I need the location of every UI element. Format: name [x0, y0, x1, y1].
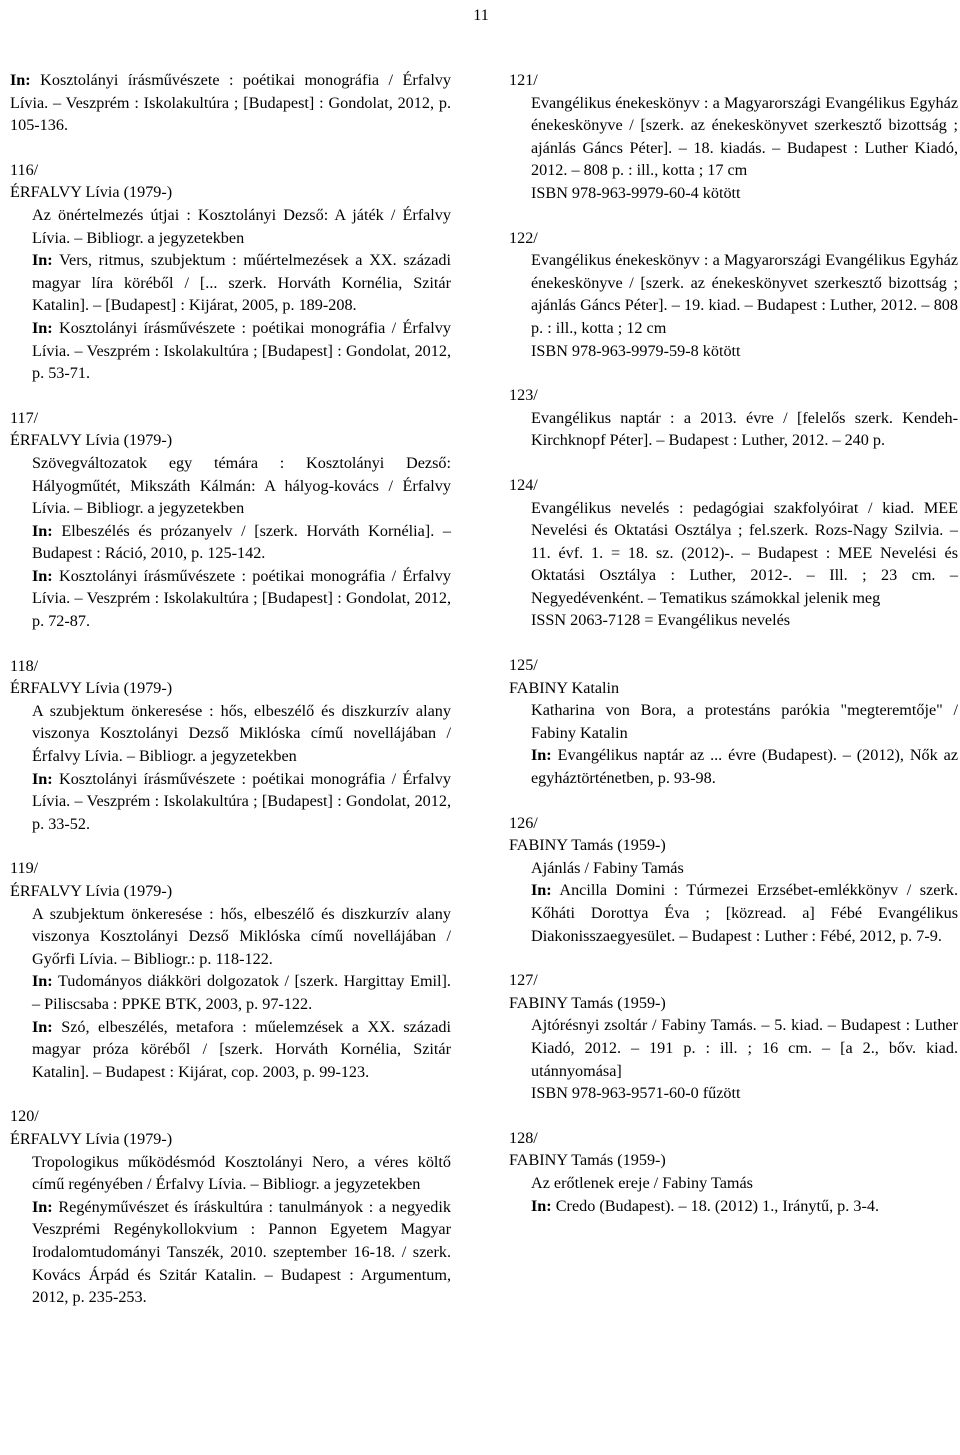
entry-in-line	[10, 69, 451, 137]
in-source: Szó, elbeszélés, metafora : műelemzések a XX. századi magyar próza köréből / [szerk. Horváth Kornélia, Szitár Katalin]. – Budapest : Kijárat, cop. 2003, p. 99-123.	[32, 1017, 451, 1081]
entry-title: Az erőtlenek ereje / Fabiny Tamás	[531, 1173, 753, 1192]
bibliography-entry	[509, 654, 958, 790]
bibliography-entry	[10, 655, 451, 836]
in-source: Kosztolányi írásművészete : poétikai monográfia / Érfalvy Lívia. – Veszprém : Iskolakultúra ; [Budapest] : Gondolat, 2012, p. 53-71.	[32, 318, 451, 383]
entry-number: 127/	[509, 971, 538, 990]
bibliography-entry	[10, 407, 451, 633]
entry-number: 124/	[509, 475, 538, 494]
bibliography-entry	[10, 159, 451, 385]
in-source: Vers, ritmus, szubjektum : műértelmezések a XX. századi magyar líra köréből / [... szerk. Horváth Kornélia, Szitár Katalin]. – [Budapest] : Kijárat, 2005, p. 189-208.	[32, 251, 451, 315]
entry-number: 126/	[509, 813, 538, 832]
entry-in-line	[10, 565, 451, 633]
entry-number: 119/	[10, 859, 39, 878]
entry-in-line	[509, 744, 958, 789]
in-label: In:	[531, 881, 552, 900]
in-source: Kosztolányi írásművészete : poétikai monográfia / Érfalvy Lívia. – Veszprém : Iskolakultúra ; [Budapest] : Gondolat, 2012, p. 33-52.	[32, 769, 451, 833]
entry-in-line	[10, 970, 451, 1015]
entry-isbn: ISBN 978-963-9979-59-8 kötött	[531, 341, 741, 360]
in-label: In:	[32, 521, 53, 540]
in-source: Kosztolányi írásművészete : poétikai monográfia / Érfalvy Lívia. – Veszprém : Iskolakultúra ; [Budapest] : Gondolat, 2012, p. 72-87.	[32, 566, 451, 631]
bibliography-entry	[509, 69, 958, 205]
entry-title: Az önértelmezés útjai : Kosztolányi Dezső: A játék / Érfalvy Lívia. – Bibliogr. a jegyzetekben	[32, 205, 451, 247]
entry-isbn: ISBN 978-963-9979-60-4 kötött	[531, 183, 741, 202]
entry-number: 120/	[10, 1107, 39, 1126]
entry-title: Szövegváltozatok egy témára : Kosztolányi Dezső: Hályogműtét, Mikszáth Kálmán: A hályog-kovács / Érfalvy Lívia. – Bibliogr. a jegyzetekben	[32, 453, 451, 518]
entry-author: ÉRFALVY Lívia (1979-)	[10, 183, 173, 202]
entry-title: Katharina von Bora, a protestáns parókia "megteremtője" / Fabiny Katalin	[531, 701, 958, 742]
entry-in-line	[509, 1195, 958, 1218]
in-source: Ancilla Domini : Túrmezei Erzsébet-emlékkönyv / szerk. Kőháti Dorottya Éva ; [közread. a] Fébé Evangélikus Diakonisszaegyesület. – Budapest : Luther : Fébé, 2012, p. 7-9.	[531, 881, 958, 945]
in-source: Elbeszélés és prózanyelv / [szerk. Horváth Kornélia]. – Budapest : Ráció, 2010, p. 125-142.	[32, 521, 452, 563]
entry-number: 122/	[509, 228, 538, 247]
entry-in-line	[10, 520, 451, 565]
in-source: Kosztolányi írásművészete : poétikai monográfia / Érfalvy Lívia. – Veszprém : Iskolakultúra ; [Budapest] : Gondolat, 2012, p. 105-136.	[10, 71, 451, 135]
bibliography-entry	[509, 1127, 958, 1217]
entry-in-line	[10, 768, 451, 836]
bibliography-entry	[509, 812, 958, 948]
entry-title: A szubjektum önkeresése : hős, elbeszélő és diszkurzív alany viszonya Kosztolányi Dezső Miklóska című novellájában / Győrfi Lívia. – Bibliogr.: p. 118-122.	[32, 904, 451, 968]
entry-number: 123/	[509, 386, 538, 405]
in-label: In:	[32, 566, 53, 585]
entry-in-line	[509, 879, 958, 947]
entry-number: 116/	[10, 160, 39, 179]
entry-title: Ajánlás / Fabiny Tamás	[531, 858, 684, 877]
entry-in-line	[10, 249, 451, 317]
entry-title: Evangélikus énekeskönyv : a Magyarországi Evangélikus Egyház énekeskönyve / [szerk. az énekeskönyvet szerkesztő bizottság ; ajánlás Gáncs Péter]. – 19. kiad. – Budapest : Luther, 2012. – 808 p. : ill., kotta ; 12 cm	[531, 251, 958, 337]
entry-number: 128/	[509, 1128, 538, 1147]
entry-title: A szubjektum önkeresése : hős, elbeszélő és diszkurzív alany viszonya Kosztolányi Dezső Miklóska című novellájában / Érfalvy Lívia. – Bibliogr. a jegyzetekben	[32, 701, 451, 766]
entry-title: Ajtórésnyi zsoltár / Fabiny Tamás. – 5. kiad. – Budapest : Luther Kiadó, 2012. – 191 p. : ill. ; 16 cm. – [a 2., bőv. kiad. utánnyomása]	[531, 1016, 958, 1080]
entry-author: FABINY Katalin	[509, 678, 620, 697]
entry-number: 125/	[509, 656, 538, 675]
entry-author: FABINY Tamás (1959-)	[509, 993, 666, 1012]
bibliography-entry	[509, 227, 958, 363]
entry-title: Tropologikus működésmód Kosztolányi Nero, a véres költő című regényében / Érfalvy Lívia. – Bibliogr. a jegyzetekben	[32, 1152, 451, 1194]
in-label: In:	[32, 972, 53, 991]
in-label: In:	[531, 746, 552, 765]
bibliography-entry	[509, 969, 958, 1105]
left-column	[10, 69, 451, 1331]
entry-number: 117/	[10, 408, 39, 427]
entry-isbn: ISSN 2063-7128 = Evangélikus nevelés	[531, 611, 791, 630]
in-label: In:	[32, 769, 53, 788]
entry-author: FABINY Tamás (1959-)	[509, 836, 666, 855]
entry-author: ÉRFALVY Lívia (1979-)	[10, 882, 173, 900]
entry-in-line	[10, 317, 451, 385]
right-column	[509, 69, 958, 1239]
entry-number: 118/	[10, 656, 39, 675]
entry-number: 121/	[509, 71, 538, 89]
in-label: In:	[32, 318, 53, 337]
entry-title: Evangélikus naptár : a 2013. évre / [felelős szerk. Kendeh-Kirchknopf Péter]. – Budapest : Luther, 2012. – 240 p.	[531, 408, 958, 450]
entry-in-line	[10, 1016, 451, 1084]
entry-author: FABINY Tamás (1959-)	[509, 1151, 666, 1170]
entry-isbn: ISBN 978-963-9571-60-0 fűzött	[531, 1084, 741, 1103]
in-source: Tudományos diákköri dolgozatok / [szerk. Hargittay Emil]. – Piliscsaba : PPKE BTK, 2003, p. 97-122.	[32, 972, 451, 1013]
entry-author: ÉRFALVY Lívia (1979-)	[10, 431, 173, 450]
in-label: In:	[32, 251, 53, 270]
in-label: In:	[531, 1196, 552, 1215]
in-source: Regényművészet és íráskultúra : tanulmányok : a negyedik Veszprémi Regénykollokvium : Pannon Egyetem Magyar Irodalomtudományi Tanszék, 2010. szeptember 16-18. / szerk. Kovács Árpád és Szitár Katalin. – Budapest : Argumentum, 2012, p. 235-253.	[32, 1197, 451, 1307]
bibliography-entry	[10, 69, 451, 137]
entry-title: Evangélikus énekeskönyv : a Magyarországi Evangélikus Egyház énekeskönyve / [szerk. az énekeskönyvet szerkesztő bizottság ; ajánlás Gáncs Péter]. – 18. kiadás. – Budapest : Luther Kiadó, 2012. – 808 p. : ill., kotta ; 17 cm	[531, 93, 958, 180]
entry-author: ÉRFALVY Lívia (1979-)	[10, 1129, 173, 1148]
bibliography-entry	[509, 474, 958, 632]
page-number: 11	[473, 6, 489, 24]
in-source: Evangélikus naptár az ... évre (Budapest). – (2012), Nők az egyháztörténetben, p. 93-98.	[531, 746, 958, 788]
entry-title: Evangélikus nevelés : pedagógiai szakfolyóirat / kiad. MEE Nevelési és Oktatási Osztálya ; fel.szerk. Rozs-Nagy Szilvia. – 11. évf. 1. = 18. sz. (2012)-. – Budapest : MEE Nevelési és Oktatási Osztálya : Luther, 2012-. – Ill. ; 23 cm. – Negyedévenként. – Tematikus számokkal jelenik meg	[531, 498, 958, 607]
in-source: Credo (Budapest). – 18. (2012) 1., Iránytű, p. 3-4.	[555, 1196, 879, 1215]
bibliography-entry	[10, 857, 451, 1083]
in-label: In:	[10, 71, 31, 89]
entry-in-line	[10, 1196, 451, 1309]
in-label: In:	[32, 1197, 53, 1216]
bibliography-entry	[509, 384, 958, 452]
in-label: In:	[32, 1017, 53, 1036]
bibliography-entry	[10, 1105, 451, 1308]
entry-author: ÉRFALVY Lívia (1979-)	[10, 679, 173, 698]
